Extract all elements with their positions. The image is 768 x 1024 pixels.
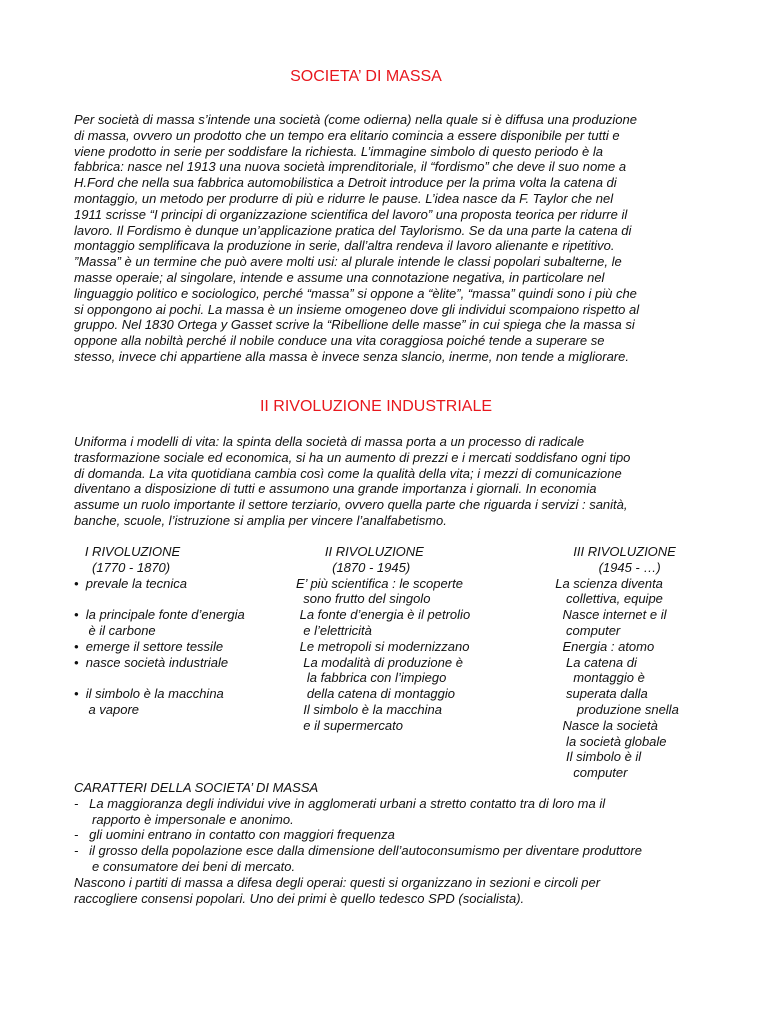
- para1-line: H.Ford che nella sua fabbrica automobilistica a Detroit introduce per la prima volta la catena di: [74, 175, 617, 191]
- col1-line: (1770 - 1870): [74, 559, 171, 575]
- para1-line: Per società di massa s’intende una società (come odierna) nella quale si è diffusa una produzione: [74, 112, 637, 127]
- chars-line: raccogliere consensi popolari. Uno dei primi è quello tedesco SPD (socialista).: [74, 890, 525, 906]
- col3-line: III RIVOLUZIONE: [548, 544, 676, 559]
- mass-society-characteristics: [74, 780, 724, 906]
- first-revolution-column: [74, 544, 245, 718]
- col2-line: La fonte d’energia è il petrolio: [296, 607, 471, 623]
- col3-line: produzione snella: [548, 701, 679, 717]
- col2-line: La modalità di produzione è: [296, 654, 463, 670]
- para1-line: linguaggio politico e sociologico, perché “massa” si oppone a “èlite”, “massa” quindi sono i più che: [74, 285, 637, 301]
- chars-line: e consumatore dei beni di mercato.: [74, 858, 296, 874]
- col3-line: montaggio è: [548, 670, 645, 686]
- col1-line: [74, 591, 245, 607]
- col1-line: è il carbone: [74, 622, 156, 638]
- chars-line: Nascono i partiti di massa a difesa degli operai: questi si organizzano in sezioni e circoli per: [74, 874, 601, 890]
- para1-line: fabbrica: nasce nel 1913 una nuova società imprenditoriale, il “fordismo” che deve il suo nome a: [74, 159, 627, 175]
- col1-line: • la principale fonte d’energia: [74, 607, 245, 623]
- col3-line: computer: [548, 765, 628, 781]
- para2-line: di domanda. La vita quotidiana cambia così come la qualità della vita; i mezzi di comunicazione: [74, 465, 622, 481]
- chars-line: CARATTERI DELLA SOCIETA’ DI MASSA: [74, 780, 319, 795]
- col2-line: sono frutto del singolo: [296, 591, 431, 607]
- col3-line: la società globale: [548, 733, 667, 749]
- second-revolution-column: [296, 544, 470, 734]
- col3-line: La scienza diventa: [548, 575, 663, 591]
- para1-line: 1911 scrisse “I principi di organizzazione scientifica del lavoro” una proposta teorica per ridurre il: [74, 206, 628, 222]
- col2-line: e il supermercato: [296, 717, 403, 733]
- para1-line: ”Massa” è un termine che può avere molti usi: al plurale intende le classi popolari subalterne, le: [74, 254, 622, 270]
- para2-line: banche, scuole, l’istruzione si amplia per vincere l’analfabetismo.: [74, 512, 447, 528]
- para1-line: lavoro. Il Fordismo è dunque un’applicazione pratica del Taylorismo. Se da una parte la catena di: [74, 222, 632, 238]
- chars-line: - il grosso della popolazione esce dalla dimensione dell’autoconsumismo per diventare produttore: [74, 843, 642, 859]
- col3-line: La catena di: [548, 654, 637, 670]
- col1-line: • emerge il settore tessile: [74, 638, 224, 654]
- section-title: II RIVOLUZIONE INDUSTRIALE: [259, 398, 493, 415]
- para2-line: trasformazione sociale ed economica, si ha un aumento di prezzi e i mercati soddisfano ogni tipo: [74, 449, 631, 465]
- col1-line: • il simbolo è la macchina: [74, 686, 224, 702]
- col3-line: computer: [548, 622, 621, 638]
- col2-line: della catena di montaggio: [296, 686, 455, 702]
- page-title: SOCIETA’ DI MASSA: [290, 68, 442, 85]
- col1-line: I RIVOLUZIONE: [74, 544, 181, 559]
- para1-line: si oppongono ai pochi. La massa è un insieme omogeneo dove gli individui scompaiono rispetto al: [74, 301, 640, 317]
- para1-line: masse operaie; al singolare, intende e assume una connotazione negativa, in particolare nel: [74, 269, 605, 285]
- para2-line: assume un ruolo importante il settore terziario, ovvero quella parte che riguarda i servizi : sanità,: [74, 497, 628, 513]
- col3-line: collettiva, equipe: [548, 591, 663, 607]
- para1-line: gruppo. Nel 1830 Ortega y Gasset scrive la “Ribellione delle masse” in cui spiega che la massa si: [74, 317, 635, 333]
- intro-paragraph: [74, 112, 714, 365]
- col3-line: Energia : atomo: [548, 638, 655, 654]
- col2-line: Il simbolo è la macchina: [296, 701, 442, 717]
- col3-line: superata dalla: [548, 686, 648, 702]
- col1-line: • prevale la tecnica: [74, 575, 187, 591]
- col2-line: e l’elettricità: [296, 622, 372, 638]
- third-revolution-column: [548, 544, 679, 781]
- para1-line: montaggio, un metodo per produrre di più e ridurre le pause. L’idea nasce da F. Taylor che nel: [74, 190, 614, 206]
- section-paragraph: [74, 434, 714, 529]
- para1-line: di massa, ovvero un prodotto che un tempo era elitario comincia a essere disponibile per tutti e: [74, 127, 620, 143]
- col1-line: a vapore: [74, 701, 140, 717]
- para2-line: diventano a disposizione di tutti e assumono una grande importanza i giornali. In economia: [74, 481, 597, 497]
- col2-line: (1870 - 1945): [296, 559, 411, 575]
- col2-line: II RIVOLUZIONE: [296, 544, 424, 559]
- chars-line: - La maggioranza degli individui vive in agglomerati urbani a stretto contatto tra di loro ma il: [74, 795, 606, 811]
- col1-line: [74, 670, 245, 686]
- para1-line: stesso, invece chi appartiene alla massa è invece senza slancio, inerme, non tende a migliorare.: [74, 348, 629, 364]
- col2-line: E’ più scientifica : le scoperte: [296, 575, 463, 591]
- col3-line: Nasce internet e il: [548, 607, 667, 623]
- col3-line: Nasce la società: [548, 717, 658, 733]
- chars-line: rapporto è impersonale e anonimo.: [74, 811, 294, 827]
- para1-line: viene prodotto in serie per soddisfare la richiesta. L’immagine simbolo di questo periodo è la: [74, 143, 603, 159]
- col3-line: Il simbolo è il: [548, 749, 642, 765]
- col2-line: Le metropoli si modernizzano: [296, 638, 470, 654]
- col2-line: la fabbrica con l’impiego: [296, 670, 447, 686]
- chars-line: - gli uomini entrano in contatto con maggiori frequenza: [74, 827, 395, 843]
- para2-line: Uniforma i modelli di vita: la spinta della società di massa porta a un processo di radicale: [74, 434, 585, 449]
- col1-line: • nasce società industriale: [74, 654, 229, 670]
- para1-line: montaggio semplificava la produzione in serie, dall’altra rendeva il lavoro alienante e ripetitivo.: [74, 238, 615, 254]
- para1-line: oppone alla nobiltà perché il nobile conduce una vita coraggiosa poiché tende a superare se: [74, 333, 605, 349]
- col3-line: (1945 - …): [548, 559, 661, 575]
